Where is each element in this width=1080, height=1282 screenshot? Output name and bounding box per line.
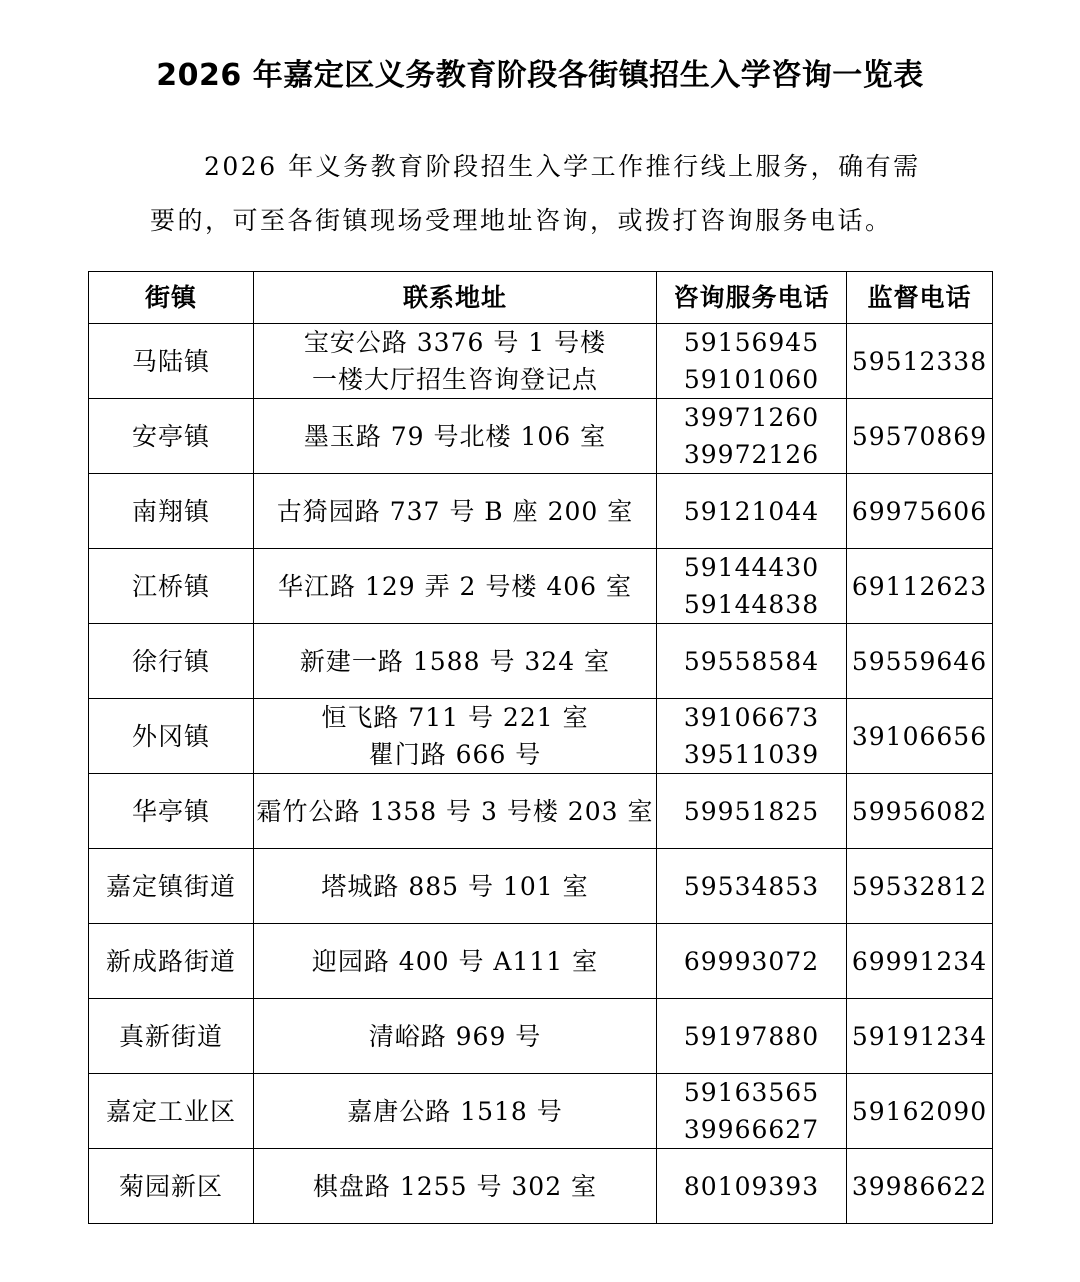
cell-consult-phone — [657, 549, 847, 624]
cell-consult-phone — [657, 924, 847, 999]
table-row — [89, 1074, 993, 1149]
cell-consult-phone — [657, 474, 847, 549]
table-row — [89, 924, 993, 999]
cell-supervision-phone: 59512338 — [847, 324, 993, 399]
consult-phone-number: 59121044 — [683, 496, 820, 526]
address-line: 华江路 129 弄 2 号楼 406 室 — [277, 571, 633, 601]
cell-address — [254, 999, 657, 1074]
cell-town: 外冈镇 — [89, 699, 254, 774]
page-title: 2026 年嘉定区义务教育阶段各街镇招生入学咨询一览表 — [156, 58, 924, 93]
intro-paragraph: 2026 年义务教育阶段招生入学工作推行线上服务，确有需要的，可至各街镇现场受理地址咨询，或拨打咨询服务电话。 — [150, 152, 921, 235]
header-address: 联系地址 — [254, 272, 657, 324]
consult-phone-number: 59144838 — [683, 590, 820, 619]
consult-phone-number: 59197880 — [683, 1021, 820, 1051]
address-line: 霜竹公路 1358 号 3 号楼 203 室 — [256, 796, 654, 826]
table-row — [89, 774, 993, 849]
consult-phone-number: 59163565 — [683, 1078, 820, 1107]
consult-phone-number: 39971260 — [683, 403, 820, 432]
consult-phone-number: 59951825 — [683, 796, 820, 826]
cell-consult-phone — [657, 624, 847, 699]
table-row — [89, 624, 993, 699]
table-row — [89, 699, 993, 774]
cell-supervision-phone: 59956082 — [847, 774, 993, 849]
address-line: 塔城路 885 号 101 室 — [321, 871, 589, 901]
address-line: 瞿门路 666 号 — [368, 740, 542, 769]
address-line: 新建一路 1588 号 324 室 — [299, 646, 611, 676]
cell-consult-phone — [657, 774, 847, 849]
header-supervision-phone: 监督电话 — [847, 272, 993, 324]
cell-address — [254, 549, 657, 624]
cell-consult-phone — [657, 699, 847, 774]
address-line: 宝安公路 3376 号 1 号楼 — [303, 328, 607, 357]
table-row — [89, 999, 993, 1074]
cell-address — [254, 324, 657, 399]
consult-phone-number: 69993072 — [683, 946, 820, 976]
address-line: 恒飞路 711 号 221 室 — [321, 703, 589, 732]
cell-supervision-phone: 39986622 — [847, 1149, 993, 1224]
cell-address — [254, 474, 657, 549]
cell-town: 安亭镇 — [89, 399, 254, 474]
address-line: 迎园路 400 号 A111 室 — [311, 946, 599, 976]
cell-supervision-phone: 59570869 — [847, 399, 993, 474]
consult-phone-number: 39106673 — [683, 703, 820, 732]
cell-town: 马陆镇 — [89, 324, 254, 399]
cell-address — [254, 924, 657, 999]
table-row — [89, 849, 993, 924]
cell-address — [254, 624, 657, 699]
cell-consult-phone — [657, 324, 847, 399]
table-row — [89, 549, 993, 624]
cell-supervision-phone: 59191234 — [847, 999, 993, 1074]
consult-phone-number: 80109393 — [683, 1171, 820, 1201]
table-header-row — [89, 272, 993, 324]
cell-town: 南翔镇 — [89, 474, 254, 549]
cell-consult-phone — [657, 999, 847, 1074]
address-line: 墨玉路 79 号北楼 106 室 — [303, 421, 607, 451]
cell-address — [254, 399, 657, 474]
address-line: 古猗园路 737 号 B 座 200 室 — [276, 496, 634, 526]
consult-phone-number: 39966627 — [683, 1115, 820, 1144]
header-town: 街镇 — [89, 272, 254, 324]
address-line: 一楼大厅招生咨询登记点 — [311, 365, 598, 394]
cell-consult-phone — [657, 399, 847, 474]
cell-supervision-phone: 59559646 — [847, 624, 993, 699]
table-row — [89, 474, 993, 549]
cell-address — [254, 1149, 657, 1224]
table-row — [89, 399, 993, 474]
table-row — [89, 324, 993, 399]
consult-phone-number: 59144430 — [683, 553, 820, 582]
cell-address — [254, 774, 657, 849]
cell-town: 嘉定工业区 — [89, 1074, 254, 1149]
cell-consult-phone — [657, 1074, 847, 1149]
cell-supervision-phone: 69991234 — [847, 924, 993, 999]
cell-town: 新成路街道 — [89, 924, 254, 999]
consultation-table — [88, 271, 993, 1224]
address-line: 嘉唐公路 1518 号 — [347, 1096, 563, 1126]
table-row — [89, 1149, 993, 1224]
cell-supervision-phone: 69975606 — [847, 474, 993, 549]
consult-phone-number: 59534853 — [683, 871, 820, 901]
address-line: 棋盘路 1255 号 302 室 — [312, 1171, 598, 1201]
address-line: 清峪路 969 号 — [368, 1021, 542, 1051]
cell-supervision-phone: 69112623 — [847, 549, 993, 624]
consult-phone-number: 59558584 — [683, 646, 820, 676]
cell-town: 江桥镇 — [89, 549, 254, 624]
cell-consult-phone — [657, 849, 847, 924]
cell-supervision-phone: 59162090 — [847, 1074, 993, 1149]
consult-phone-number: 39972126 — [683, 440, 820, 469]
cell-address — [254, 1074, 657, 1149]
consult-phone-number: 39511039 — [683, 740, 820, 769]
cell-town: 嘉定镇街道 — [89, 849, 254, 924]
consult-phone-number: 59156945 — [683, 328, 820, 357]
cell-town: 徐行镇 — [89, 624, 254, 699]
cell-town: 真新街道 — [89, 999, 254, 1074]
cell-address — [254, 699, 657, 774]
consult-phone-number: 59101060 — [683, 365, 820, 394]
header-consult-phone: 咨询服务电话 — [657, 272, 847, 324]
cell-town: 菊园新区 — [89, 1149, 254, 1224]
cell-consult-phone — [657, 1149, 847, 1224]
cell-supervision-phone: 59532812 — [847, 849, 993, 924]
cell-address — [254, 849, 657, 924]
cell-supervision-phone: 39106656 — [847, 699, 993, 774]
cell-town: 华亭镇 — [89, 774, 254, 849]
